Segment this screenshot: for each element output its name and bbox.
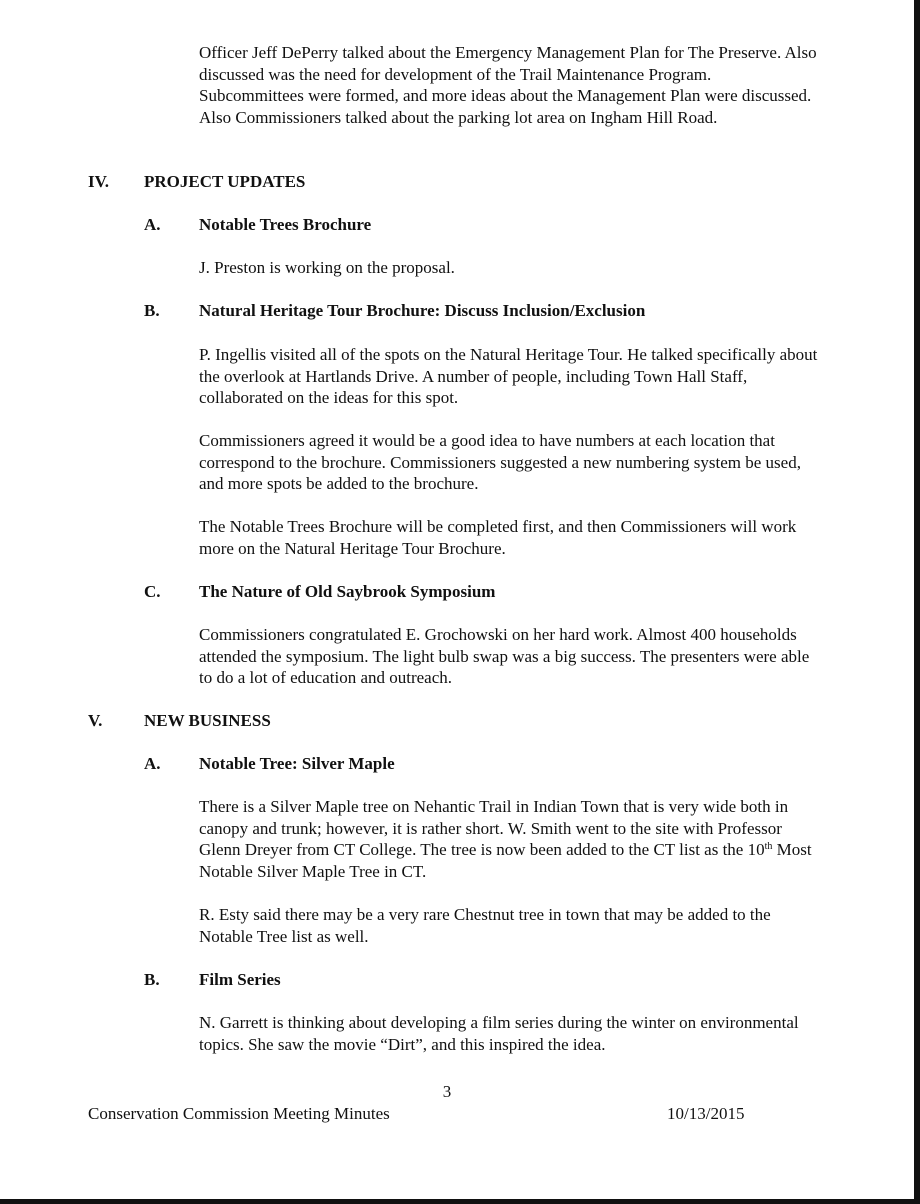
paragraph-tail: Most Notable Silver Maple Tree in CT. xyxy=(199,840,812,881)
section-title: NEW BUSINESS xyxy=(144,711,271,730)
item-paragraph: The Notable Trees Brochure will be completed first, and then Commissioners will work more on the Natural Heritage Tour Brochure. xyxy=(199,517,797,558)
item-paragraph xyxy=(199,796,819,882)
section-number: IV. xyxy=(88,172,109,191)
footer-title: Conservation Commission Meeting Minutes xyxy=(88,1104,390,1123)
paragraph-text: There is a Silver Maple tree on Nehantic Trail in Indian Town that is very wide both in canopy and trunk; however, it is rather short. W. Smith went to the site with Professor Glenn Dreyer from CT College. The tree is now been added to the CT list as the xyxy=(199,797,789,860)
item-letter: A. xyxy=(144,754,161,773)
item-letter: A. xyxy=(144,215,161,234)
item-paragraph: P. Ingellis visited all of the spots on the Natural Heritage Tour. He talked specifically about the overlook at Hartlands Drive. A number of people, including Town Hall Staff, collaborated on the ideas for this spot. xyxy=(199,345,818,408)
item-letter: C. xyxy=(144,582,161,601)
section-title: PROJECT UPDATES xyxy=(144,172,306,191)
item-paragraph: J. Preston is working on the proposal. xyxy=(199,258,455,277)
item-paragraph: Commissioners agreed it would be a good idea to have numbers at each location that correspond to the brochure. Commissioners suggested a new numbering system be used, and more spots be added to the brochure. xyxy=(199,431,801,494)
item-title: The Nature of Old Saybrook Symposium xyxy=(199,582,496,601)
item-letter: B. xyxy=(144,301,160,320)
footer-date: 10/13/2015 xyxy=(667,1104,745,1123)
section-number: V. xyxy=(88,711,103,730)
intro-paragraph: Officer Jeff DePerry talked about the Emergency Management Plan for The Preserve. Also discussed was the need for development of the Trail Maintenance Program. Subcommittees were formed, and more ideas about the Management Plan were discussed. Also Commissioners talked about the parking lot area on Ingham Hill Road. xyxy=(199,43,817,127)
item-title: Film Series xyxy=(199,970,281,989)
item-paragraph: N. Garrett is thinking about developing a film series during the winter on environmental topics. She saw the movie “Dirt”, and this inspired the idea. xyxy=(199,1013,799,1054)
item-title: Natural Heritage Tour Brochure: Discuss Inclusion/Exclusion xyxy=(199,301,646,320)
page-number: 3 xyxy=(442,1082,452,1101)
ordinal-number: 10 xyxy=(747,840,765,860)
item-title: Notable Tree: Silver Maple xyxy=(199,754,395,773)
item-paragraph: Commissioners congratulated E. Grochowski on her hard work. Almost 400 households attended the symposium. The light bulb swap was a big success. The presenters were able to do a lot of education and outreach. xyxy=(199,625,810,688)
item-letter: B. xyxy=(144,970,160,989)
item-title: Notable Trees Brochure xyxy=(199,215,372,234)
ordinal-suffix: th xyxy=(764,841,773,853)
item-paragraph: R. Esty said there may be a very rare Chestnut tree in town that may be added to the Notable Tree list as well. xyxy=(199,905,771,946)
